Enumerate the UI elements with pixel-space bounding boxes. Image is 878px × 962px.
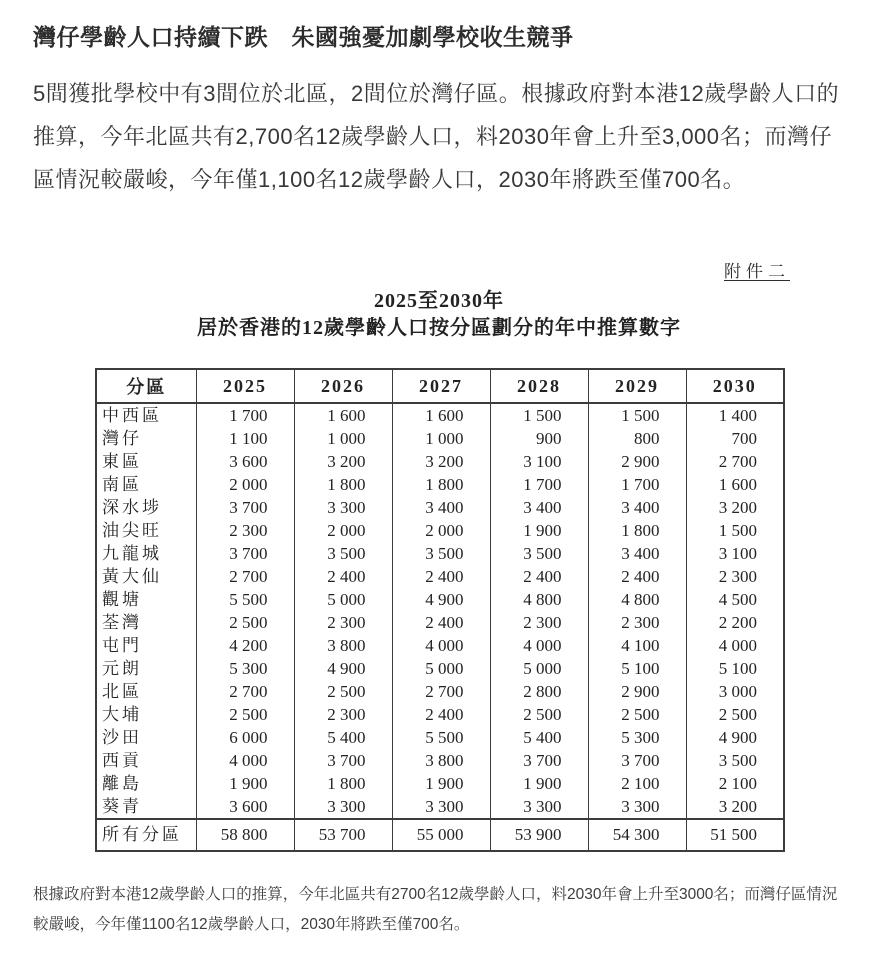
- value-cell: 3 700: [196, 542, 294, 565]
- table-row: [96, 496, 784, 519]
- value-cell: 700: [686, 427, 784, 450]
- value-cell: 3 700: [196, 496, 294, 519]
- table-title: [33, 288, 845, 342]
- value-cell: 5 000: [294, 588, 392, 611]
- table-row: [96, 427, 784, 450]
- value-cell: 55 000: [392, 819, 490, 851]
- value-cell: 2 400: [392, 611, 490, 634]
- value-cell: 2 000: [196, 473, 294, 496]
- value-cell: 2 500: [686, 703, 784, 726]
- value-cell: 2 900: [588, 680, 686, 703]
- value-cell: 3 100: [686, 542, 784, 565]
- value-cell: 1 500: [686, 519, 784, 542]
- table-title-line2: 居於香港的12歲學齡人口按分區劃分的年中推算數字: [197, 317, 681, 339]
- value-cell: 1 900: [392, 772, 490, 795]
- value-cell: 54 300: [588, 819, 686, 851]
- table-row: [96, 795, 784, 819]
- value-cell: 2 500: [588, 703, 686, 726]
- table-row: [96, 772, 784, 795]
- value-cell: 5 300: [588, 726, 686, 749]
- district-cell: 西貢: [96, 749, 196, 772]
- value-cell: 1 900: [490, 772, 588, 795]
- value-cell: 2 700: [196, 565, 294, 588]
- value-cell: 2 400: [294, 565, 392, 588]
- value-cell: 2 000: [392, 519, 490, 542]
- article-body: 5間獲批學校中有3間位於北區，2間位於灣仔區。根據政府對本港12歲學齡人口的推算，今年北區共有2,700名12歲學齡人口，料2030年會上升至3,000名；而灣仔區情況較嚴峻，今年僅1,100名12歲學齡人口，2030年將跌至僅700名。: [33, 81, 840, 192]
- district-cell: 南區: [96, 473, 196, 496]
- col-header-year: 2026: [294, 369, 392, 403]
- table-row: [96, 680, 784, 703]
- district-cell: 東區: [96, 450, 196, 473]
- col-header-district: 分區: [96, 369, 196, 403]
- value-cell: 2 300: [490, 611, 588, 634]
- value-cell: 4 900: [294, 657, 392, 680]
- value-cell: 5 100: [686, 657, 784, 680]
- value-cell: 3 400: [392, 496, 490, 519]
- value-cell: 1 600: [294, 403, 392, 427]
- value-cell: 3 500: [490, 542, 588, 565]
- col-header-year: 2025: [196, 369, 294, 403]
- value-cell: 5 100: [588, 657, 686, 680]
- value-cell: 3 200: [686, 496, 784, 519]
- district-cell: 大埔: [96, 703, 196, 726]
- table-row: [96, 611, 784, 634]
- table-total-row: [96, 819, 784, 851]
- value-cell: 3 400: [490, 496, 588, 519]
- district-cell: 觀塘: [96, 588, 196, 611]
- district-cell: 屯門: [96, 634, 196, 657]
- table-head: [96, 369, 784, 403]
- table-row: [96, 473, 784, 496]
- value-cell: 5 500: [392, 726, 490, 749]
- value-cell: 3 100: [490, 450, 588, 473]
- table-body: [96, 403, 784, 851]
- value-cell: 2 400: [392, 565, 490, 588]
- value-cell: 3 500: [686, 749, 784, 772]
- table-row: [96, 657, 784, 680]
- value-cell: 5 300: [196, 657, 294, 680]
- value-cell: 3 800: [392, 749, 490, 772]
- attachment-label-row: [33, 257, 845, 282]
- value-cell: 58 800: [196, 819, 294, 851]
- value-cell: 3 500: [392, 542, 490, 565]
- district-cell: 北區: [96, 680, 196, 703]
- value-cell: 1 900: [196, 772, 294, 795]
- value-cell: 6 000: [196, 726, 294, 749]
- district-cell: 灣仔: [96, 427, 196, 450]
- district-cell: 沙田: [96, 726, 196, 749]
- value-cell: 3 700: [490, 749, 588, 772]
- value-cell: 5 000: [490, 657, 588, 680]
- value-cell: 3 400: [588, 496, 686, 519]
- table-row: [96, 634, 784, 657]
- district-cell: 深水埗: [96, 496, 196, 519]
- value-cell: 3 400: [588, 542, 686, 565]
- table-header-row: [96, 369, 784, 403]
- value-cell: 800: [588, 427, 686, 450]
- value-cell: 2 300: [196, 519, 294, 542]
- col-header-year: 2028: [490, 369, 588, 403]
- col-header-year: 2029: [588, 369, 686, 403]
- article-caption: 根據政府對本港12歲學齡人口的推算，今年北區共有2700名12歲學齡人口，料2030年會上升至3000名；而灣仔區情況較嚴峻，今年僅1100名12歲學齡人口，2030年將跌至僅700名。: [33, 886, 838, 933]
- district-cell: 元朗: [96, 657, 196, 680]
- value-cell: 5 400: [294, 726, 392, 749]
- value-cell: 3 200: [686, 795, 784, 819]
- value-cell: 3 700: [294, 749, 392, 772]
- value-cell: 1 700: [196, 403, 294, 427]
- value-cell: 3 300: [294, 795, 392, 819]
- value-cell: 2 400: [490, 565, 588, 588]
- attachment-label: 附件二: [724, 262, 790, 281]
- district-cell: 九龍城: [96, 542, 196, 565]
- table-row: [96, 450, 784, 473]
- value-cell: 4 000: [686, 634, 784, 657]
- value-cell: 3 300: [490, 795, 588, 819]
- value-cell: 5 000: [392, 657, 490, 680]
- value-cell: 1 800: [392, 473, 490, 496]
- value-cell: 4 800: [490, 588, 588, 611]
- value-cell: 2 300: [294, 703, 392, 726]
- col-header-year: 2027: [392, 369, 490, 403]
- value-cell: 4 800: [588, 588, 686, 611]
- district-cell: 黃大仙: [96, 565, 196, 588]
- district-cell: 離島: [96, 772, 196, 795]
- value-cell: 4 000: [196, 749, 294, 772]
- value-cell: 2 300: [686, 565, 784, 588]
- value-cell: 2 500: [196, 703, 294, 726]
- district-cell: 油尖旺: [96, 519, 196, 542]
- table-row: [96, 565, 784, 588]
- value-cell: 1 000: [294, 427, 392, 450]
- value-cell: 4 000: [490, 634, 588, 657]
- value-cell: 2 500: [490, 703, 588, 726]
- value-cell: 3 600: [196, 450, 294, 473]
- value-cell: 1 700: [588, 473, 686, 496]
- value-cell: 3 800: [294, 634, 392, 657]
- table-row: [96, 519, 784, 542]
- value-cell: 3 000: [686, 680, 784, 703]
- value-cell: 2 900: [588, 450, 686, 473]
- value-cell: 3 200: [392, 450, 490, 473]
- value-cell: 2 700: [196, 680, 294, 703]
- table-row: [96, 703, 784, 726]
- value-cell: 53 700: [294, 819, 392, 851]
- value-cell: 1 100: [196, 427, 294, 450]
- value-cell: 3 700: [588, 749, 686, 772]
- value-cell: 1 800: [294, 473, 392, 496]
- value-cell: 1 700: [490, 473, 588, 496]
- value-cell: 3 300: [392, 795, 490, 819]
- district-cell: 所有分區: [96, 819, 196, 851]
- value-cell: 1 400: [686, 403, 784, 427]
- value-cell: 1 500: [588, 403, 686, 427]
- value-cell: 2 700: [392, 680, 490, 703]
- value-cell: 4 500: [686, 588, 784, 611]
- col-header-year: 2030: [686, 369, 784, 403]
- value-cell: 4 900: [686, 726, 784, 749]
- table-row: [96, 403, 784, 427]
- value-cell: 3 500: [294, 542, 392, 565]
- value-cell: 3 300: [294, 496, 392, 519]
- table-row: [96, 726, 784, 749]
- value-cell: 2 100: [686, 772, 784, 795]
- value-cell: 2 000: [294, 519, 392, 542]
- value-cell: 3 200: [294, 450, 392, 473]
- value-cell: 1 900: [490, 519, 588, 542]
- value-cell: 4 000: [392, 634, 490, 657]
- value-cell: 2 100: [588, 772, 686, 795]
- article-headline: 灣仔學齡人口持續下跌 朱國強憂加劇學校收生競爭: [33, 24, 574, 50]
- district-cell: 葵青: [96, 795, 196, 819]
- value-cell: 51 500: [686, 819, 784, 851]
- table-row: [96, 749, 784, 772]
- district-cell: 荃灣: [96, 611, 196, 634]
- value-cell: 5 500: [196, 588, 294, 611]
- district-cell: 中西區: [96, 403, 196, 427]
- value-cell: 900: [490, 427, 588, 450]
- value-cell: 3 600: [196, 795, 294, 819]
- value-cell: 1 800: [588, 519, 686, 542]
- value-cell: 4 900: [392, 588, 490, 611]
- projection-table: [95, 368, 785, 852]
- value-cell: 2 500: [196, 611, 294, 634]
- value-cell: 53 900: [490, 819, 588, 851]
- value-cell: 2 700: [686, 450, 784, 473]
- value-cell: 1 600: [686, 473, 784, 496]
- value-cell: 1 000: [392, 427, 490, 450]
- value-cell: 2 200: [686, 611, 784, 634]
- value-cell: 1 800: [294, 772, 392, 795]
- value-cell: 1 600: [392, 403, 490, 427]
- table-row: [96, 542, 784, 565]
- value-cell: 2 800: [490, 680, 588, 703]
- value-cell: 3 300: [588, 795, 686, 819]
- value-cell: 2 500: [294, 680, 392, 703]
- table-title-line1: 2025至2030年: [374, 290, 504, 312]
- value-cell: 2 400: [392, 703, 490, 726]
- value-cell: 5 400: [490, 726, 588, 749]
- value-cell: 1 500: [490, 403, 588, 427]
- value-cell: 2 300: [588, 611, 686, 634]
- value-cell: 2 400: [588, 565, 686, 588]
- value-cell: 2 300: [294, 611, 392, 634]
- value-cell: 4 200: [196, 634, 294, 657]
- value-cell: 4 100: [588, 634, 686, 657]
- table-row: [96, 588, 784, 611]
